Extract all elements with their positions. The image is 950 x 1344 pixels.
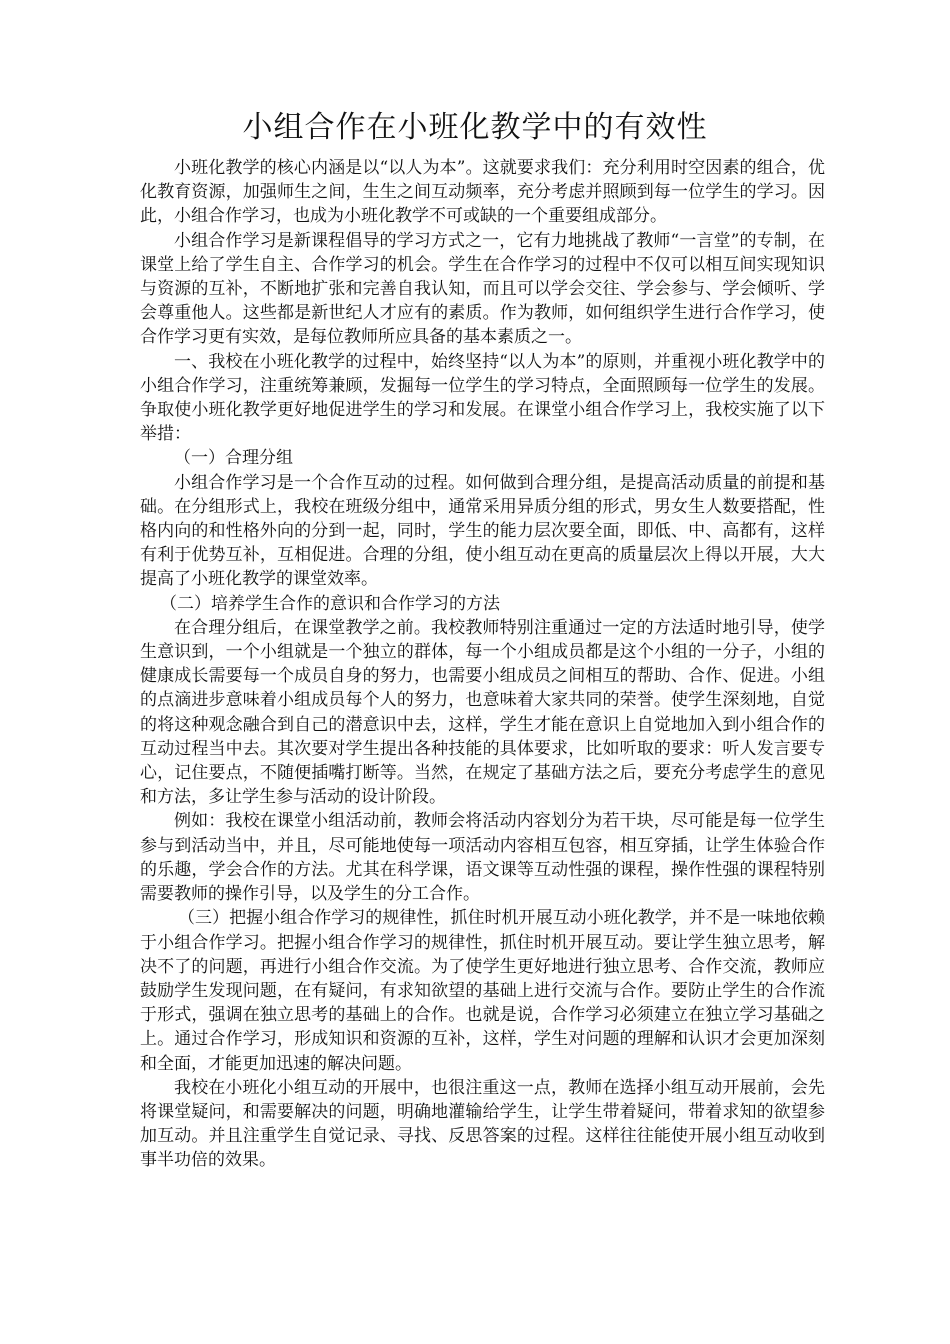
paragraph-cooperative-learning: 小组合作学习是新课程倡导的学习方式之一，它有力地挑战了教师“一言堂”的专制，在课堂上给了学生自主、合作学习的机会。学生在合作学习的过程中不仅可以相互间实现知识与资源的互补，不断地扩张和完善自我认知，而且可以学会交往、学会参与、学会倾听、学会尊重他人。这些都是新世纪人才应有的素质。作为教师，如何组织学生进行合作学习，使合作学习更有实效，是每位教师所应具备的基本素质之一。 bbox=[140, 230, 825, 348]
paragraph-grouping: 小组合作学习是一个合作互动的过程。如何做到合理分组，是提高活动质量的前提和基础。在分组形式上，我校在班级分组中，通常采用异质分组的形式，男女生人数要搭配，性格内向的和性格外向的分到一起，同时，学生的能力层次要全面，即低、中、高都有，这样有利于优势互补，互相促进。合理的分组，使小组互动在更高的质量层次上得以开展，大大提高了小班化教学的课堂效率。 bbox=[140, 472, 825, 590]
heading-cooperation-awareness: （二）培养学生合作的意识和合作学习的方法 bbox=[160, 593, 500, 614]
paragraph-cooperation-awareness: 在合理分组后，在课堂教学之前。我校教师特别注重通过一定的方法适时地引导，使学生意识到，一个小组就是一个独立的群体，每一个小组成员都是这个小组的一分子，小组的健康成长需要每一个成员自身的努力，也需要小组成员之间相互的帮助、合作、促进。小组的点滴进步意味着小组成员每个人的努力，也意味着大家共同的荣誉。使学生深刻地，自觉的将这种观念融合到自己的潜意识中去，这样，学生才能在意识上自觉地加入到小组合作的互动过程当中去。其次要对学生提出各种技能的具体要求，比如听取的要求：听人发言要专心，记住要点，不随便插嘴打断等。当然，在规定了基础方法之后，要充分考虑学生的意见和方法，多让学生参与活动的设计阶段。 bbox=[140, 617, 825, 808]
document-body bbox=[140, 156, 825, 1173]
paragraph-section-one: 一、我校在小班化教学的过程中，始终坚持“以人为本”的原则，并重视小班化教学中的小组合作学习，注重统筹兼顾，发掘每一位学生的学习特点，全面照顾每一位学生的发展。争取使小班化教学更好地促进学生的学习和发展。在课堂小组合作学习上，我校实施了以下举措： bbox=[140, 351, 825, 445]
paragraph-example: 例如：我校在课堂小组活动前，教师会将活动内容划分为若干块，尽可能是每一位学生参与到活动当中，并且，尽可能地使每一项活动内容相互包容，相互穿插，让学生体验合作的乐趣，学会合作的方法。尤其在科学课，语文课等互动性强的课程，操作性强的课程特别需要教师的操作引导，以及学生的分工合作。 bbox=[140, 811, 825, 905]
paragraph-conclusion: 我校在小班化小组互动的开展中，也很注重这一点，教师在选择小组互动开展前，会先将课堂疑问，和需要解决的问题，明确地灌输给学生，让学生带着疑问，带着求知的欲望参加互动。并且注重学生自觉记录、寻找、反思答案的过程。这样往往能使开展小组互动收到事半功倍的效果。 bbox=[140, 1077, 825, 1171]
paragraph-intro: 小班化教学的核心内涵是以“以人为本”。这就要求我们：充分利用时空因素的组合，优化教育资源，加强师生之间，生生之间互动频率，充分考虑并照顾到每一位学生的学习。因此，小组合作学习，也成为小班化教学不可或缺的一个重要组成部分。 bbox=[140, 158, 825, 227]
document-title: 小组合作在小班化教学中的有效性 bbox=[242, 110, 708, 145]
paragraph-grasp-regularity: （三）把握小组合作学习的规律性，抓住时机开展互动小班化教学，并不是一味地依赖于小组合作学习。把握小组合作学习的规律性，抓住时机开展互动。要让学生独立思考，解决不了的问题，再进行小组合作交流。为了使学生更好地进行独立思考、合作交流，教师应鼓励学生发现问题，在有疑问，有求知欲望的基础上进行交流与合作。要防止学生的合作流于形式，强调在独立思考的基础上的合作。也就是说，合作学习必须建立在独立学习基础之上。通过合作学习，形成知识和资源的互补，这样，学生对问题的理解和认识才会更加深刻和全面，才能更加迅速的解决问题。 bbox=[140, 908, 825, 1074]
heading-reasonable-grouping: （一）合理分组 bbox=[174, 448, 293, 469]
